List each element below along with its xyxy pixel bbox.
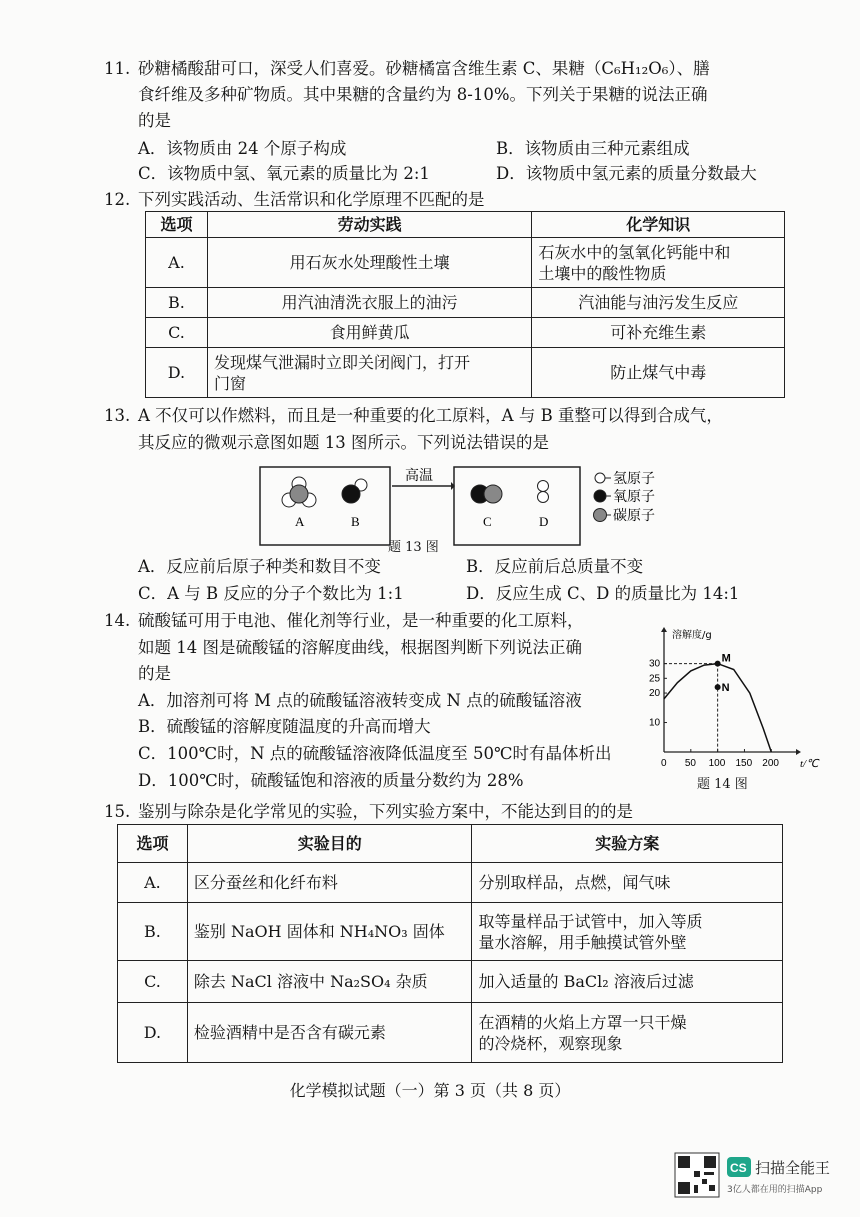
molecule-a [282, 477, 316, 507]
q13-number: 13. [104, 406, 131, 425]
q13-line-2: 其反应的微观示意图如题 13 图所示。下列说法错误的是 [138, 433, 549, 452]
header-option: 选项 [118, 825, 188, 863]
row-plan [472, 903, 783, 961]
q12-number: 12. [104, 190, 131, 209]
q13-caption: 题 13 图 [388, 540, 439, 555]
cell-line: 石灰水中的氢氧化钙能中和 [538, 242, 731, 262]
legend-carbon: 碳原子 [613, 508, 655, 524]
row-purpose: 区分蚕丝和化纤布料 [187, 863, 472, 903]
q11-option-b: B．该物质由三种元素组成 [496, 139, 690, 158]
row-option: A. [118, 863, 188, 903]
q11-line-3: 的是 [138, 111, 171, 130]
row-option: C. [146, 318, 208, 348]
y-tick-label: 25 [649, 673, 661, 685]
row-knowledge: 可补充维生素 [532, 318, 785, 348]
row-knowledge: 防止煤气中毒 [532, 348, 785, 398]
x-axis-label: t/℃ [800, 758, 819, 770]
x-tick-label: 50 [684, 758, 696, 769]
row-plan: 加入适量的 BaCl₂ 溶液后过滤 [472, 961, 783, 1003]
header-practice: 劳动实践 [207, 212, 531, 238]
x-tick-label: 0 [661, 758, 667, 769]
page-footer: 化学模拟试题（一）第 3 页（共 8 页） [289, 1081, 571, 1100]
q11-line-2: 食纤维及多种矿物质。其中果糖的含量约为 8-10%。下列关于果糖的说法正确 [138, 85, 708, 104]
label-d: D [539, 514, 549, 529]
row-purpose: 鉴别 NaOH 固体和 NH₄NO₃ 固体 [187, 903, 472, 961]
row-purpose: 检验酒精中是否含有碳元素 [187, 1003, 472, 1063]
q12-table [145, 211, 785, 398]
hydrogen-legend-icon [595, 473, 605, 483]
cs-logo-text: CS [730, 1161, 747, 1175]
q13-option-a: A．反应前后原子种类和数目不变 [138, 557, 381, 576]
row-option: B. [146, 288, 208, 318]
q11-number: 11. [104, 59, 131, 78]
header-purpose: 实验目的 [187, 825, 472, 863]
cell-line: 发现煤气泄漏时立即关闭阀门，打开 [213, 352, 470, 372]
legend-oxygen: 氧原子 [613, 489, 655, 505]
header-option: 选项 [146, 212, 208, 238]
table-row [146, 348, 785, 398]
table-header-row [118, 825, 783, 863]
point-m [715, 661, 721, 667]
label-c: C [483, 514, 492, 529]
cell-line: 门窗 [213, 373, 246, 393]
cell-line: 取等量样品于试管中，加入等质 [478, 911, 703, 931]
q11-option-a: A．该物质由 24 个原子构成 [138, 139, 347, 158]
q14-option-a: A．加溶剂可将 M 点的硫酸锰溶液转变成 N 点的硫酸锰溶液 [138, 691, 582, 710]
table-row [146, 318, 785, 348]
q13-option-b: B．反应前后总质量不变 [466, 557, 644, 576]
y-axis-label: 溶解度/g [672, 630, 712, 641]
molecule-d [538, 481, 549, 503]
cell-line: 在酒精的火焰上方罩一只干燥 [478, 1012, 687, 1032]
q13-option-c: C．A 与 B 反应的分子个数比为 1:1 [138, 584, 404, 603]
carbon-legend-icon [594, 509, 607, 522]
scanner-watermark [675, 1151, 840, 1203]
row-option: D. [146, 348, 208, 398]
row-knowledge [532, 238, 785, 288]
q11-option-d: D．该物质中氢元素的质量分数最大 [496, 164, 757, 183]
row-plan: 分别取样品，点燃，闻气味 [472, 863, 783, 903]
y-tick-label: 30 [649, 658, 661, 670]
cell-line: 的冷烧杯，观察现象 [478, 1033, 623, 1053]
q15-stem: 鉴别与除杂是化学常见的实验，下列实验方案中，不能达到目的的是 [138, 802, 633, 821]
point-label-m: M [721, 652, 731, 665]
q11-line-1: 砂糖橘酸甜可口，深受人们喜爱。砂糖橘富含维生素 C、果糖（C₆H₁₂O₆）、膳 [138, 59, 710, 78]
molecule-b [342, 479, 367, 503]
solubility-chart [630, 620, 819, 780]
row-plan [472, 1003, 783, 1063]
row-option: D. [118, 1003, 188, 1063]
row-practice [207, 348, 531, 398]
q14-number: 14. [104, 611, 131, 630]
q14-option-c: C．100℃时，N 点的硫酸锰溶液降低温度至 50℃时有晶体析出 [138, 744, 612, 763]
brand-name: 扫描全能王 [755, 1159, 831, 1177]
qr-code-icon [675, 1153, 719, 1197]
legend-hydrogen: 氢原子 [613, 471, 655, 487]
q11-option-c: C．该物质中氢、氧元素的质量比为 2:1 [138, 164, 430, 183]
point-label-n: N [721, 682, 730, 695]
q14-option-b: B．硫酸锰的溶解度随温度的升高而增大 [138, 717, 431, 736]
y-tick-label: 20 [649, 688, 661, 700]
table-row [118, 903, 783, 961]
table-row [118, 1003, 783, 1063]
y-tick-label: 10 [649, 717, 661, 729]
q14-caption: 题 14 图 [697, 777, 748, 792]
table-header-row [146, 212, 785, 238]
q13-line-1: A 不仅可以作燃料，而且是一种重要的化工原料，A 与 B 重整可以得到合成气， [138, 406, 723, 425]
row-practice: 用汽油清洗衣服上的油污 [207, 288, 531, 318]
q12-stem: 下列实践活动、生活常识和化学原理不匹配的是 [138, 190, 485, 209]
row-purpose: 除去 NaCl 溶液中 Na₂SO₄ 杂质 [187, 961, 472, 1003]
watermark-graphic [675, 1151, 840, 1203]
row-knowledge: 汽油能与油污发生反应 [532, 288, 785, 318]
q14-option-d: D．100℃时，硫酸锰饱和溶液的质量分数约为 28% [138, 771, 524, 790]
row-practice: 用石灰水处理酸性土壤 [207, 238, 531, 288]
row-option: C. [118, 961, 188, 1003]
brand-tagline: 3亿人都在用的扫描App [727, 1185, 823, 1195]
point-n [715, 684, 721, 690]
row-option: A. [146, 238, 208, 288]
label-b: B [351, 514, 360, 529]
q14-line-1: 硫酸锰可用于电池、催化剂等行业，是一种重要的化工原料， [138, 611, 584, 630]
q15-number: 15. [104, 802, 131, 821]
table-row [118, 863, 783, 903]
reaction-diagram [255, 458, 685, 558]
q14-line-2: 如题 14 图是硫酸锰的溶解度曲线，根据图判断下列说法正确 [138, 638, 582, 657]
x-tick-label: 150 [735, 758, 753, 769]
table-row [118, 961, 783, 1003]
condition-label: 高温 [405, 467, 433, 483]
row-option: B. [118, 903, 188, 961]
table-row [146, 288, 785, 318]
x-tick-label: 100 [708, 758, 726, 769]
row-practice: 食用鲜黄瓜 [207, 318, 531, 348]
x-tick-label: 200 [762, 758, 779, 769]
label-a: A [295, 514, 305, 529]
table-row [146, 238, 785, 288]
cell-line: 量水溶解，用手触摸试管外壁 [478, 932, 687, 952]
oxygen-legend-icon [594, 490, 606, 502]
cell-line: 土壤中的酸性物质 [538, 263, 667, 283]
header-plan: 实验方案 [472, 825, 783, 863]
x-axis-arrow [796, 749, 801, 755]
y-axis-arrow [661, 627, 667, 632]
q15-table [117, 824, 783, 1063]
q14-line-3: 的是 [138, 664, 171, 683]
header-knowledge: 化学知识 [532, 212, 785, 238]
molecule-c [471, 485, 502, 503]
q13-option-d: D．反应生成 C、D 的质量比为 14:1 [466, 584, 740, 603]
